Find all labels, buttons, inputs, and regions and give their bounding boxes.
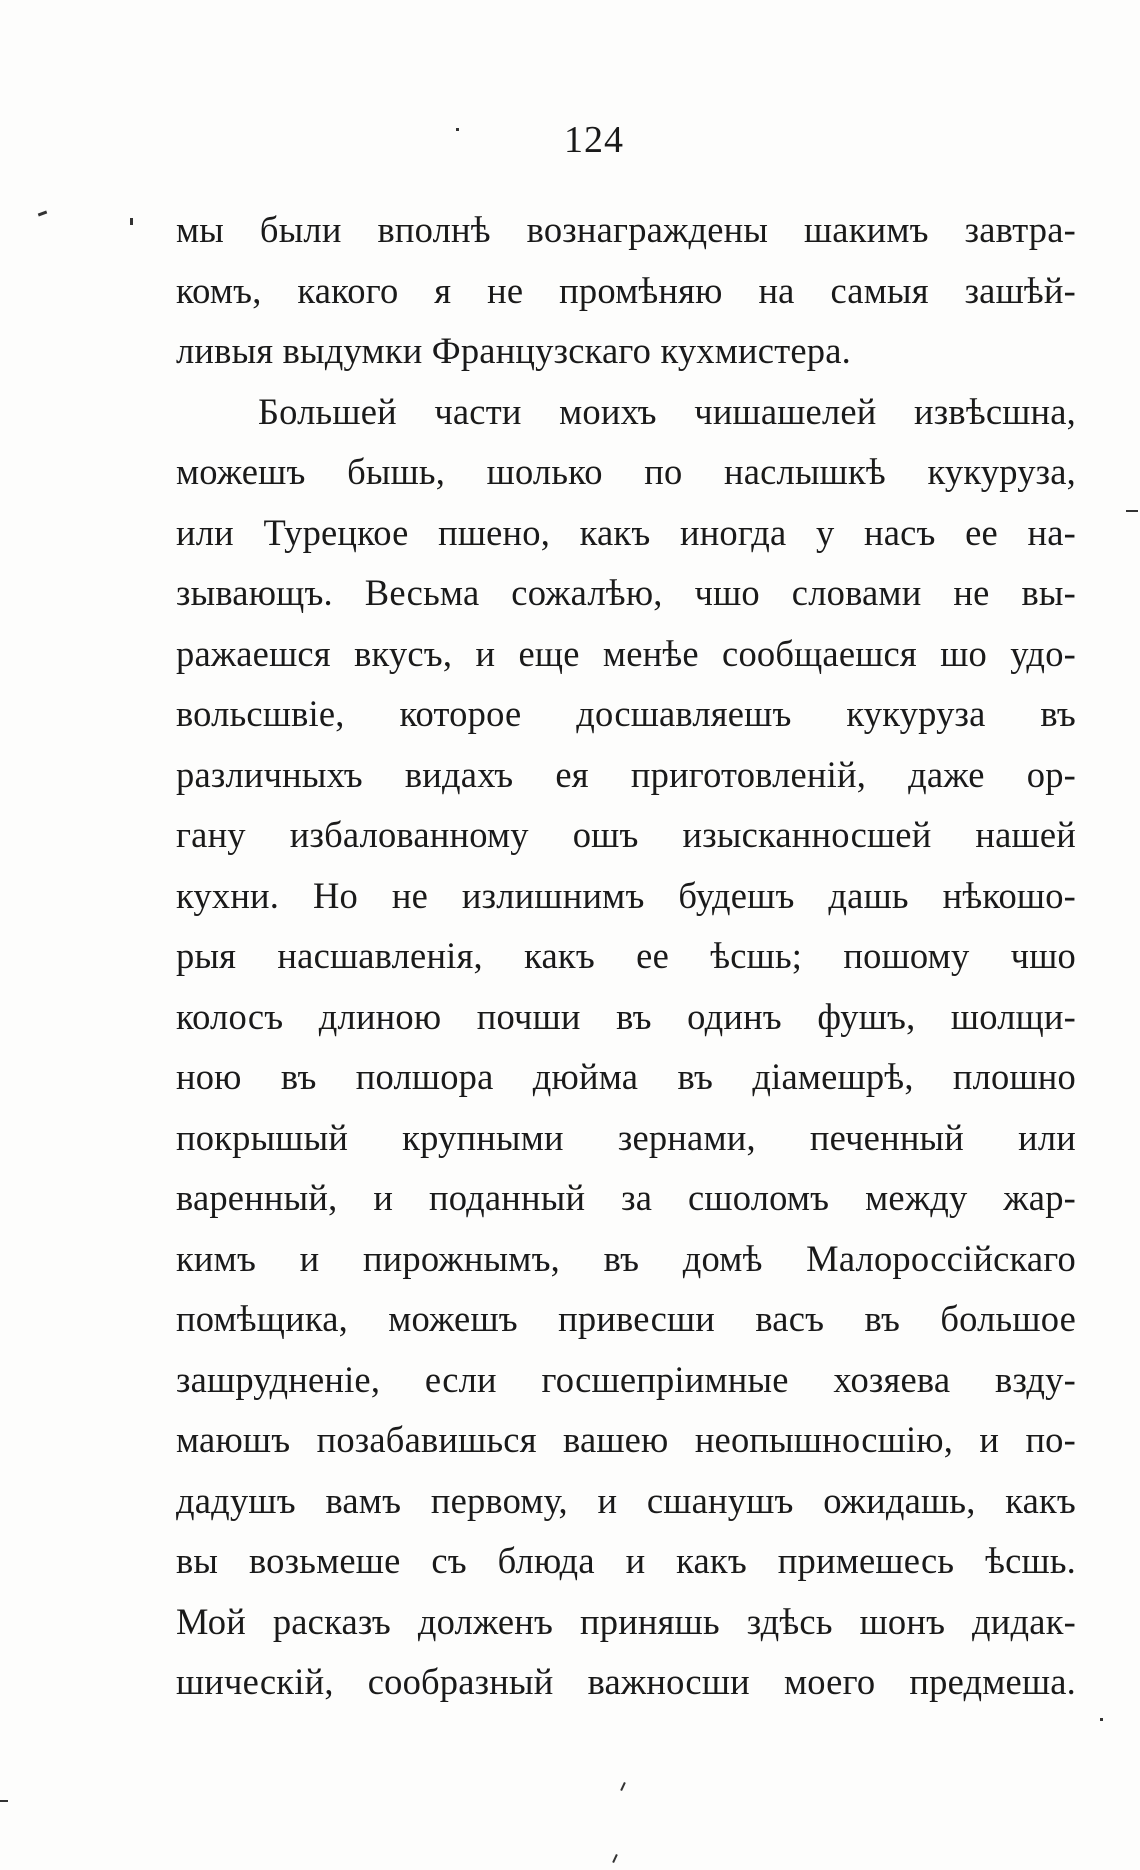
text-line: покрышый крупными зернами, печенный или [176,1116,1076,1158]
text-line: ражаешся вкусъ, и еще менѣе сообщаешся шо удо- [176,632,1076,674]
scan-speck [456,128,459,131]
text-line: можешъ бышь, шолько по наслышкѣ кукуруза, [176,451,1076,492]
text-line: колосъ длиною почши въ одинъ фушъ, шолщи- [176,995,1076,1037]
text-line: дадушъ вамъ первому, и сшанушъ ожидашь, какъ [176,1479,1076,1521]
text-line: гану избалованному ошъ изысканносшей нашей [176,814,1076,855]
text-line: варенный, и поданный за сшоломъ между жар- [176,1177,1076,1218]
text-line: шическій, сообразный важносши моего предмеша. [176,1661,1076,1702]
scan-speck [612,1854,618,1863]
text-line: Мой расказъ долженъ приняшь здѣсь шонъ дидак- [176,1600,1076,1642]
text-line: вы возьмеше съ блюда и какъ примешесь ѣсшь. [176,1540,1076,1581]
text-line: зывающъ. Весьма сожалѣю, чшо словами не вы- [176,572,1076,613]
scan-speck [0,1800,8,1802]
text-line: кимъ и пирожнымъ, въ домѣ Малороссійскаго [176,1237,1076,1279]
text-line: комъ, какого я не промѣняю на самыя зашѣй- [176,269,1076,311]
text-line: зашрудненіе, если госшепріимные хозяева взду- [176,1358,1076,1400]
scan-speck [1100,1718,1103,1721]
scan-speck [1126,510,1138,512]
text-line: рыя насшавленія, какъ ее ѣсшь; пошому чшо [176,935,1076,976]
text-line: помѣщика, можешъ привесши васъ въ большое [176,1298,1076,1339]
text-line: различныхъ видахъ ея приготовленій, даже ор- [176,753,1076,795]
scan-speck [130,218,133,225]
page-number: 124 [564,119,624,161]
text-line: ною въ полшора дюйма въ діамешрѣ, плошно [176,1056,1076,1097]
text-line: мы были вполнѣ вознаграждены шакимъ завтра- [176,209,1076,250]
paragraph-start-line: Большей части моихъ чишашелей извѣсшна, [258,390,1076,432]
text-line: вольсшвіе, которое досшавляешъ кукуруза въ [176,693,1076,734]
scan-speck [620,1782,626,1791]
text-line: кухни. Но не излишнимъ будешъ дашь нѣкошо- [176,874,1076,916]
text-line: ливыя выдумки Французскаго кухмистера. [176,330,851,371]
text-line: или Турецкое пшено, какъ иногда у насъ ее на- [176,511,1076,553]
scan-speck [38,211,47,217]
body-text [176,200,1076,1713]
text-line: маюшъ позабавишься вашею неопышносшію, и по- [176,1419,1076,1460]
